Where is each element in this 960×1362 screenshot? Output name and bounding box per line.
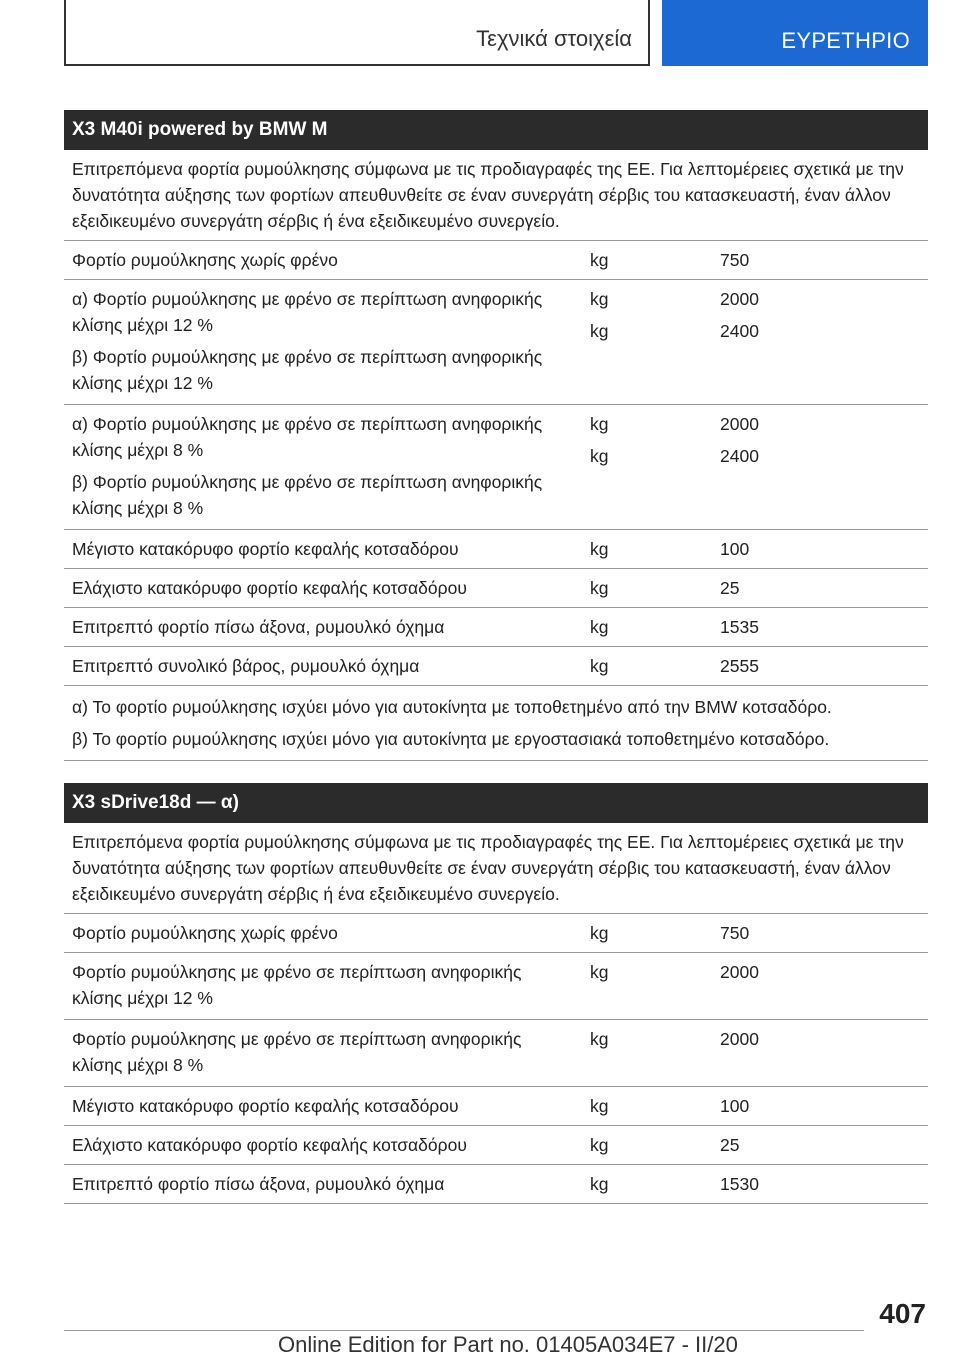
section-x3-sdrive18d — [64, 783, 928, 1204]
row-value: 2000 — [720, 1029, 759, 1049]
row-label-a: α) Φορτίο ρυμούλκησης με φρένο σε περίπτωση ανηφορικής κλίσης μέχρι 12 % — [72, 289, 543, 335]
footnotes — [64, 686, 928, 761]
row-unit-a: kg — [590, 289, 609, 309]
row-value-a: 2000 — [720, 414, 759, 434]
row-unit-b: kg — [590, 446, 609, 466]
tab-index[interactable] — [662, 0, 928, 66]
section-intro: Επιτρεπόμενα φορτία ρυμούλκησης σύμφωνα με τις προδιαγραφές της ΕΕ. Για λεπτομέρειες σχετικά με την δυνατότητα αύξησης των φορτίων απευθυνθείτε σε έναν συνεργάτη σέρβις του κατασκευαστή, έναν άλλον εξειδικευμένο συνεργάτη σέρβις ή ένα εξειδικευμένο συνεργείο. — [64, 150, 928, 241]
tab-technical-data[interactable] — [64, 0, 650, 66]
row-unit: kg — [590, 1173, 609, 1194]
table-row — [64, 530, 928, 569]
row-label: Φορτίο ρυμούλκησης με φρένο σε περίπτωση ανηφορικής κλίσης μέχρι 12 % — [72, 962, 522, 1008]
row-value-a: 2000 — [720, 289, 759, 309]
row-value: 100 — [720, 538, 750, 559]
row-unit: kg — [590, 1095, 609, 1116]
tab-technical-data-label: Τεχνικά στοιχεία — [476, 26, 632, 51]
table-row — [64, 1126, 928, 1165]
row-value: 1530 — [720, 1173, 759, 1194]
row-unit-a: kg — [590, 414, 609, 434]
row-value: 25 — [720, 577, 740, 598]
row-value: 750 — [720, 922, 750, 943]
tab-index-label: ΕΥΡΕΤΗΡΙΟ — [781, 28, 910, 53]
row-label: Ελάχιστο κατακόρυφο φορτίο κεφαλής κοτσαδόρου — [72, 1134, 467, 1155]
row-value: 25 — [720, 1134, 740, 1155]
row-value: 100 — [720, 1095, 750, 1116]
footnote-b: β) Το φορτίο ρυμούλκησης ισχύει μόνο για αυτοκίνητα με εργοστασιακά τοποθετημένο κοτσαδόρο. — [72, 729, 830, 749]
table-row — [64, 1087, 928, 1126]
table-row — [64, 280, 928, 405]
top-navigation — [64, 0, 928, 66]
row-label-a: α) Φορτίο ρυμούλκησης με φρένο σε περίπτωση ανηφορικής κλίσης μέχρι 8 % — [72, 414, 543, 460]
row-unit: kg — [590, 538, 609, 559]
row-label-b: β) Φορτίο ρυμούλκησης με φρένο σε περίπτωση ανηφορικής κλίσης μέχρι 12 % — [72, 347, 543, 393]
row-label: Επιτρεπτό φορτίο πίσω άξονα, ρυμουλκό όχημα — [72, 1173, 445, 1194]
table-row — [64, 405, 928, 530]
row-unit: kg — [590, 577, 609, 598]
section-title: X3 M40i powered by BMW M — [64, 110, 928, 150]
row-value: 750 — [720, 249, 750, 270]
section-title: X3 sDrive18d — α) — [64, 783, 928, 823]
row-value: 1535 — [720, 616, 759, 637]
row-value: 2555 — [720, 655, 759, 676]
row-unit: kg — [590, 655, 609, 676]
table-row — [64, 953, 928, 1020]
section-intro: Επιτρεπόμενα φορτία ρυμούλκησης σύμφωνα με τις προδιαγραφές της ΕΕ. Για λεπτομέρειες σχετικά με την δυνατότητα αύξησης των φορτίων απευθυνθείτε σε έναν συνεργάτη σέρβις του κατασκευαστή, έναν άλλον εξειδικευμένο συνεργάτη σέρβις ή ένα εξειδικευμένο συνεργείο. — [64, 823, 928, 914]
row-unit: kg — [590, 922, 609, 943]
row-label: Επιτρεπτό συνολικό βάρος, ρυμουλκό όχημα — [72, 655, 420, 676]
row-label: Μέγιστο κατακόρυφο φορτίο κεφαλής κοτσαδόρου — [72, 538, 459, 559]
row-value: 2000 — [720, 962, 759, 982]
row-label: Επιτρεπτό φορτίο πίσω άξονα, ρυμουλκό όχημα — [72, 616, 445, 637]
row-label: Ελάχιστο κατακόρυφο φορτίο κεφαλής κοτσαδόρου — [72, 577, 467, 598]
table-row — [64, 608, 928, 647]
page-number: 407 — [879, 1298, 926, 1329]
row-value-b: 2400 — [720, 321, 759, 341]
row-label: Φορτίο ρυμούλκησης χωρίς φρένο — [72, 249, 338, 270]
footnote-a: α) Το φορτίο ρυμούλκησης ισχύει μόνο για αυτοκίνητα με τοποθετημένο από την BMW κοτσαδόρο. — [72, 697, 832, 717]
row-unit-b: kg — [590, 321, 609, 341]
table-row — [64, 1165, 928, 1204]
row-unit: kg — [590, 1029, 609, 1049]
table-row — [64, 914, 928, 953]
row-label: Φορτίο ρυμούλκησης με φρένο σε περίπτωση ανηφορικής κλίσης μέχρι 8 % — [72, 1029, 522, 1075]
table-row — [64, 647, 928, 686]
row-label-b: β) Φορτίο ρυμούλκησης με φρένο σε περίπτωση ανηφορικής κλίσης μέχρι 8 % — [72, 472, 543, 518]
row-label: Μέγιστο κατακόρυφο φορτίο κεφαλής κοτσαδόρου — [72, 1095, 459, 1116]
row-unit: kg — [590, 616, 609, 637]
row-label: Φορτίο ρυμούλκησης χωρίς φρένο — [72, 922, 338, 943]
edition-text: Online Edition for Part no. 01405A034E7 - II/20 — [278, 1332, 738, 1357]
row-value-b: 2400 — [720, 446, 759, 466]
table-row — [64, 1020, 928, 1087]
row-unit: kg — [590, 249, 609, 270]
row-unit: kg — [590, 1134, 609, 1155]
footer-divider — [64, 1330, 864, 1331]
section-x3-m40i — [64, 110, 928, 761]
table-row — [64, 569, 928, 608]
row-unit: kg — [590, 962, 609, 982]
table-row — [64, 241, 928, 280]
